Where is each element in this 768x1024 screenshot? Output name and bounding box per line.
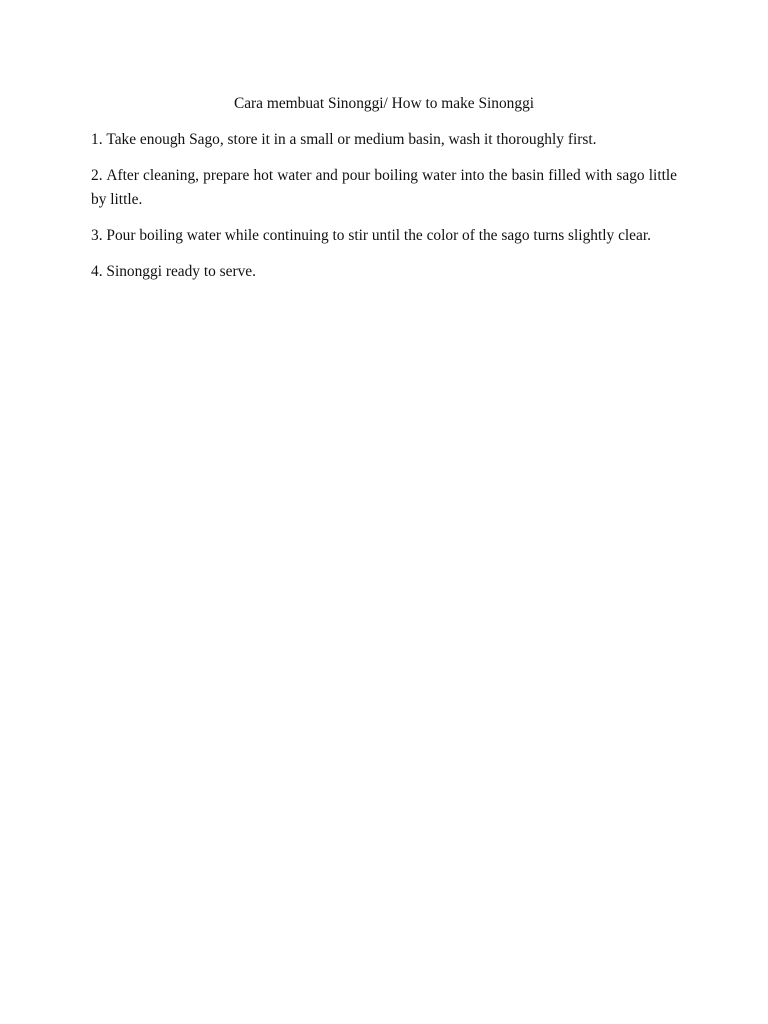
step-text: Take enough Sago, store it in a small or medium basin, wash it thoroughly first. (106, 131, 597, 148)
instruction-step-4 (91, 260, 677, 284)
step-number: 4. (91, 263, 103, 280)
step-text: Sinonggi ready to serve. (106, 263, 256, 280)
step-number: 3. (91, 227, 103, 244)
instruction-step-3 (91, 224, 677, 248)
step-text: After cleaning, prepare hot water and pour boiling water into the basin filled with sago little by little. (91, 167, 677, 208)
step-number: 2. (91, 167, 103, 184)
document-title: Cara membuat Sinonggi/ How to make Sinonggi (233, 95, 535, 112)
document-content (91, 92, 677, 296)
instruction-step-1 (91, 128, 677, 152)
instruction-list (91, 128, 677, 284)
step-text: Pour boiling water while continuing to stir until the color of the sago turns slightly clear. (106, 227, 651, 244)
instruction-step-2 (91, 164, 677, 212)
step-number: 1. (91, 131, 103, 148)
